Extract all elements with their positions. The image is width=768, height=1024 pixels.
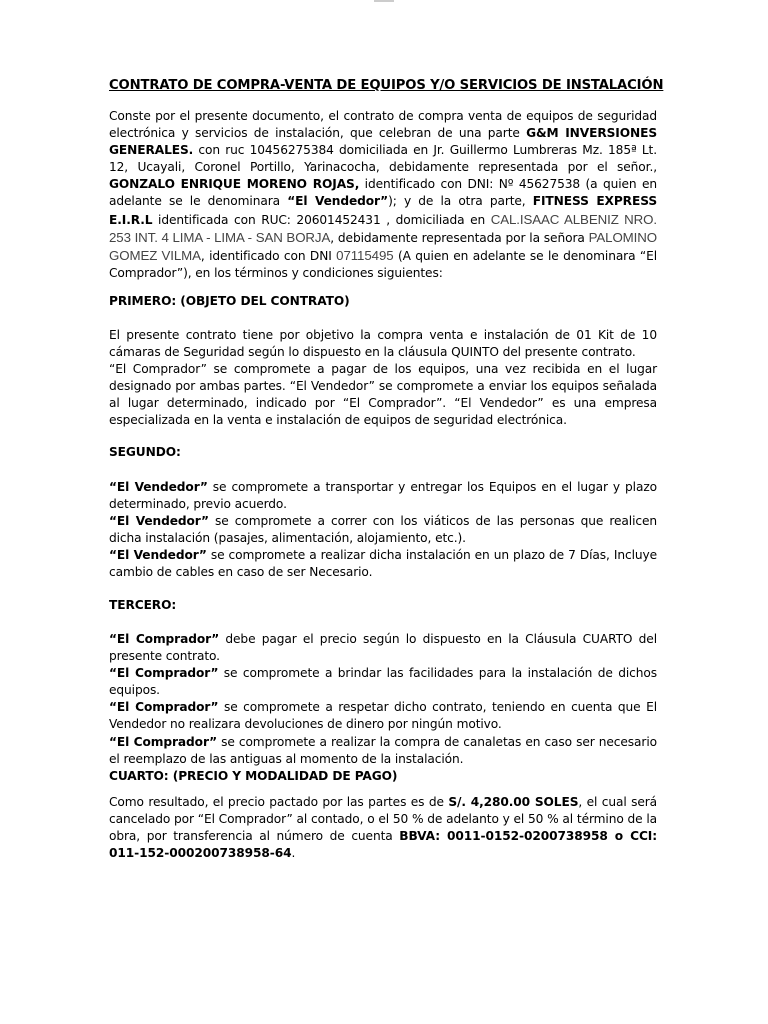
clause-text: se compromete a respetar dicho contrato, teniendo en cuenta que El Vendedor no realizara devoluciones de dinero por ningún motivo. bbox=[109, 700, 657, 732]
party-label: “El Comprador” bbox=[109, 700, 219, 715]
seller-company-name: G&M INVERSIONES GENERALES. bbox=[109, 126, 657, 158]
intro-text-2: con ruc 10456275384 domiciliada en Jr. Guillermo Lumbreras Mz. 185ª Lt. 12, Ucayali, Coronel Portillo, Yarinacocha, debidamente representada por el señor., bbox=[109, 143, 657, 175]
clause-text: debe pagar el precio según lo dispuesto en la Cláusula CUARTO del presente contrato. bbox=[109, 632, 657, 664]
clause-cuarto-heading: CUARTO: (PRECIO Y MODALIDAD DE PAGO) bbox=[109, 769, 398, 783]
clause-text: , el cual será cancelado por “El Comprador” al contado, o el 50 % de adelanto y el 50 % al término de la obra, por transferencia al número de cuenta bbox=[109, 795, 657, 844]
party-label: “El Vendedor” bbox=[109, 548, 207, 563]
seller-alias: “El Vendedor” bbox=[287, 194, 389, 209]
contract-title: CONTRATO DE COMPRA-VENTA DE EQUIPOS Y/O SERVICIOS DE INSTALACIÓN bbox=[109, 78, 664, 93]
party-label: “El Comprador” bbox=[109, 734, 217, 749]
clause-text: . bbox=[291, 846, 296, 861]
clause-segundo-item-2 bbox=[109, 513, 657, 547]
intro-text-1: Conste por el presente documento, el contrato de compra venta de equipos de seguridad electrónica y servicios de instalación, que celebran de una parte bbox=[109, 109, 657, 141]
clause-tercero-item-3 bbox=[109, 699, 657, 733]
clause-tercero-item-2 bbox=[109, 665, 657, 699]
clause-tercero-item-1 bbox=[109, 631, 657, 665]
buyer-address: CAL.ISAAC ALBENIZ NRO. 253 INT. 4 LIMA - LIMA - SAN BORJA bbox=[109, 211, 657, 245]
clause-segundo-heading: SEGUNDO: bbox=[109, 445, 181, 459]
clause-primero-body bbox=[109, 327, 657, 430]
intro-text-4: ); y de la otra parte, bbox=[388, 194, 533, 209]
clause-text: Como resultado, el precio pactado por las partes es de bbox=[109, 795, 449, 809]
party-label: “El Vendedor” bbox=[109, 514, 209, 529]
clause-text: se compromete a correr con los viáticos de las personas que realicen dicha instalación (pasajes, alimentación, alojamiento, etc.). bbox=[109, 514, 658, 546]
bank-account-number: BBVA: 0011-0152-0200738958 o CCI: 011-152-000200738958-64 bbox=[109, 829, 657, 861]
price-amount: S/. 4,280.00 SOLES bbox=[448, 795, 579, 809]
party-label: “El Comprador” bbox=[109, 666, 219, 681]
page-top-mark bbox=[374, 0, 394, 2]
buyer-representative-name: PALOMINO GOMEZ VILMA bbox=[109, 229, 657, 263]
intro-text-8: (A quien en adelante se le denominara “El Comprador”), en los términos y condiciones siguientes: bbox=[109, 248, 657, 280]
intro-text-5: identificada con RUC: 20601452431 , domiciliada en bbox=[152, 212, 491, 227]
clause-text: se compromete a transportar y entregar los Equipos en el lugar y plazo determinado, previo acuerdo. bbox=[109, 480, 657, 512]
clause-segundo-item-3 bbox=[109, 547, 657, 581]
clause-text: se compromete a brindar las facilidades para la instalación de dichos equipos. bbox=[109, 666, 657, 698]
clause-tercero-body bbox=[109, 631, 657, 768]
intro-text-6: , debidamente representada por la señora bbox=[330, 230, 589, 245]
buyer-representative-dni: 07115495 bbox=[336, 247, 394, 263]
seller-representative-name: GONZALO ENRIQUE MORENO ROJAS, bbox=[109, 177, 360, 192]
clause-text: se compromete a realizar la compra de canaletas en caso ser necesario el reemplazo de las antiguas al momento de la instalación. bbox=[109, 734, 657, 766]
intro-text-7: , identificado con DNI bbox=[200, 248, 337, 263]
clause-cuarto-body bbox=[109, 794, 657, 862]
party-label: “El Comprador” bbox=[109, 632, 220, 646]
clause-primero-p1: El presente contrato tiene por objetivo la compra venta e instalación de 01 Kit de 10 cámaras de Seguridad según lo dispuesto en la cláusula QUINTO del presente contrato. bbox=[109, 328, 657, 360]
clause-segundo-item-1 bbox=[109, 479, 657, 513]
clause-tercero-item-4 bbox=[109, 734, 657, 768]
party-label: “El Vendedor” bbox=[109, 480, 208, 494]
clause-segundo-body bbox=[109, 479, 657, 582]
buyer-company-name: FITNESS EXPRESS E.I.R.L bbox=[109, 194, 657, 227]
clause-text: se compromete a realizar dicha instalación en un plazo de 7 Días, Incluye cambio de cables en caso de ser Necesario. bbox=[109, 548, 657, 580]
clause-primero-p2: “El Comprador” se compromete a pagar de los equipos, una vez recibida en el lugar designado por ambas partes. “El Vendedor” se compromete a enviar los equipos señalada al lugar determinado, indicado por “El Comprador”. “El Vendedor” es una empresa especializada en la venta e instalación de equipos de seguridad electrónica. bbox=[109, 362, 657, 428]
intro-paragraph bbox=[109, 108, 657, 282]
clause-tercero-heading: TERCERO: bbox=[109, 598, 177, 612]
clause-primero-heading: PRIMERO: (OBJETO DEL CONTRATO) bbox=[109, 294, 350, 308]
intro-text-3: identificado con DNI: Nº 45627538 (a quien en adelante se le denominara bbox=[109, 177, 657, 209]
